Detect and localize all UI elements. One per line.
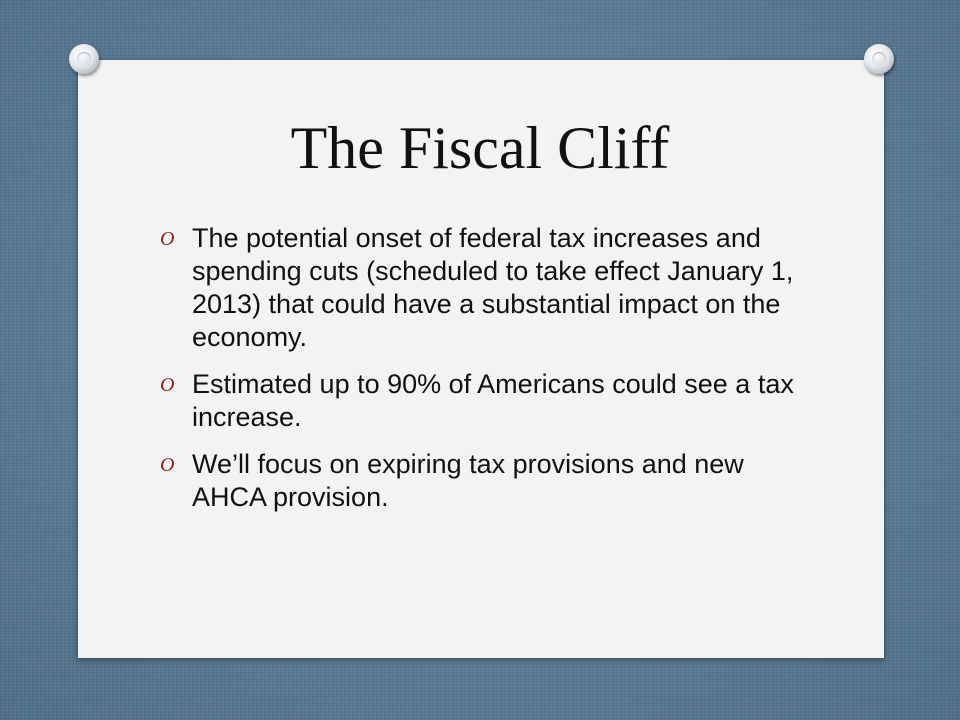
pushpin-icon [864, 44, 894, 74]
slide-title: The Fiscal Cliff [290, 115, 670, 181]
bullet-marker: O [160, 374, 175, 396]
bullet-item [160, 368, 820, 434]
bullet-text: We’ll focus on expiring tax provisions and new AHCA provision. [192, 449, 744, 512]
bullet-list [160, 222, 820, 528]
bullet-item [160, 448, 820, 514]
bullet-marker: O [160, 228, 175, 250]
bullet-item [160, 222, 820, 354]
bullet-text: The potential onset of federal tax increases and spending cuts (scheduled to take effect January 1, 2013) that could have a substantial impact on the economy. [192, 223, 794, 352]
pushpin-icon [69, 44, 99, 74]
bullet-marker: O [160, 454, 175, 476]
bullet-text: Estimated up to 90% of Americans could see a tax increase. [192, 369, 794, 432]
